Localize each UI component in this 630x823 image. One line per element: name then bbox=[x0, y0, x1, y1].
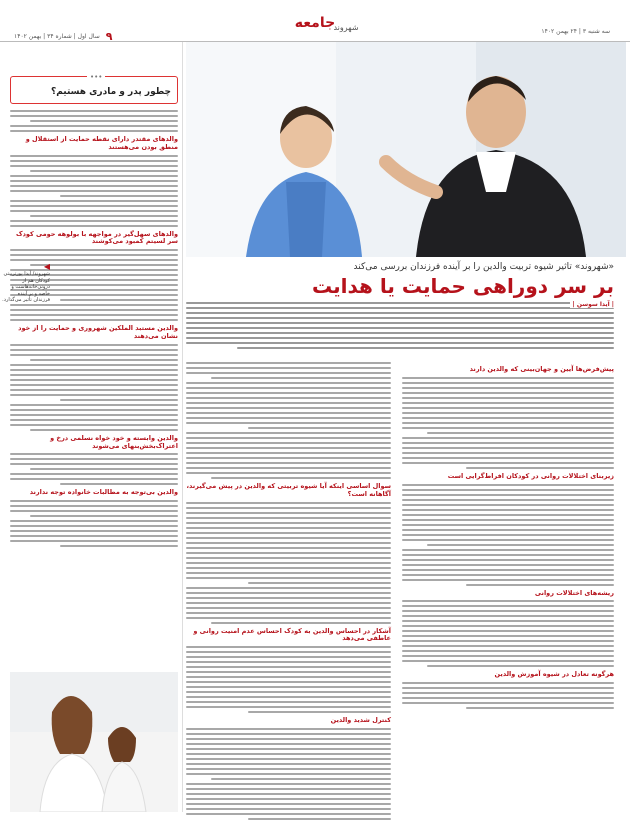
newspaper-logo bbox=[270, 6, 360, 36]
father-son-photo bbox=[186, 42, 626, 257]
page-number: ۹ bbox=[105, 30, 113, 43]
date-info: سه شنبه ۳ | ۲۴ بهمن ۱۴۰۲ bbox=[541, 28, 610, 35]
sidebar-box-title: چطور پدر و مادری هستیم؟ bbox=[51, 87, 171, 97]
article-subhead: کنترل شدید والدین bbox=[330, 716, 391, 725]
article-column-right bbox=[402, 362, 614, 712]
header-left bbox=[14, 30, 112, 43]
page-header bbox=[0, 0, 630, 42]
svg-text:جامعه: جامعه bbox=[294, 15, 336, 31]
side-note-text: شهروند/ آیدا پورتربیتی کودکان‌ هم از درونی‌خانه‌هاست و خاصه و بر آینده فرزندان تأثیر می‌گذارد. bbox=[2, 271, 50, 303]
article-subhead: آشکار در احساس والدین به کودک احساس عدم امنیت روانی و عاطفی می‌دهد bbox=[193, 626, 391, 643]
dots-icon: ••• bbox=[87, 73, 105, 81]
sidebar-subhead: والدهای مقتدر دارای نقطه حمایت از استقلال و منطق بودن می‌هستند bbox=[25, 135, 178, 151]
article-kicker: «شهروند» تاثیر شیوه تربیت والدین را بر آینده فرزندان بررسی می‌کند bbox=[353, 262, 614, 272]
sidebar-subhead: والدهای سهل‌گیر در مواجهه با بولوهه حومی کودک سر لسیتم کمبود می‌کوشند bbox=[15, 229, 178, 246]
column-divider bbox=[182, 42, 183, 812]
article-subhead: زیربنای اختلالات روانی در کودکان افراط‌گرایی است bbox=[447, 471, 614, 480]
sidebar-body bbox=[10, 110, 178, 547]
mother-daughter-photo bbox=[10, 672, 178, 812]
article-column-left bbox=[186, 362, 391, 823]
svg-text:شهروند: شهروند bbox=[333, 23, 359, 32]
issue-info: سال اول | شماره ۳۴ | بهمن ۱۴۰۲ bbox=[14, 33, 100, 40]
sidebar-subhead: والدین وابسته و خود خواه نسلمی درخ و اعتراک‌بخش‌بنهای می‌شوند bbox=[50, 433, 178, 450]
article-subhead: ریشه‌های اختلالات روانی bbox=[534, 588, 614, 597]
article-lead bbox=[186, 302, 614, 352]
article-title: بر سر دوراهی حمایت یا هدایت bbox=[311, 274, 614, 298]
side-note bbox=[0, 262, 52, 304]
author-byline: | آیدا سوسن | bbox=[570, 301, 614, 308]
article-subhead: سوال اساسی اینکه آیا شیوه تربیتی که والدین در پیش می‌گیرند، آگاهانه است؟ bbox=[186, 482, 391, 498]
article-subhead: پیش‌فرض‌ها آیین و جهان‌بینی که والدین دارند bbox=[469, 365, 614, 373]
sidebar-subhead: والدین مستبد الملکین شهروری و حمایت را از خود نشان می‌دهند bbox=[18, 324, 178, 340]
article-subhead: هرگونه تعادل در شیوه آموزش والدین bbox=[494, 670, 614, 679]
arrow-icon: ◀ bbox=[43, 262, 50, 271]
sidebar-box bbox=[10, 73, 178, 104]
sidebar-subhead: والدین بی‌توجه به مطالبات خانواده توجه ندارند bbox=[29, 488, 178, 497]
